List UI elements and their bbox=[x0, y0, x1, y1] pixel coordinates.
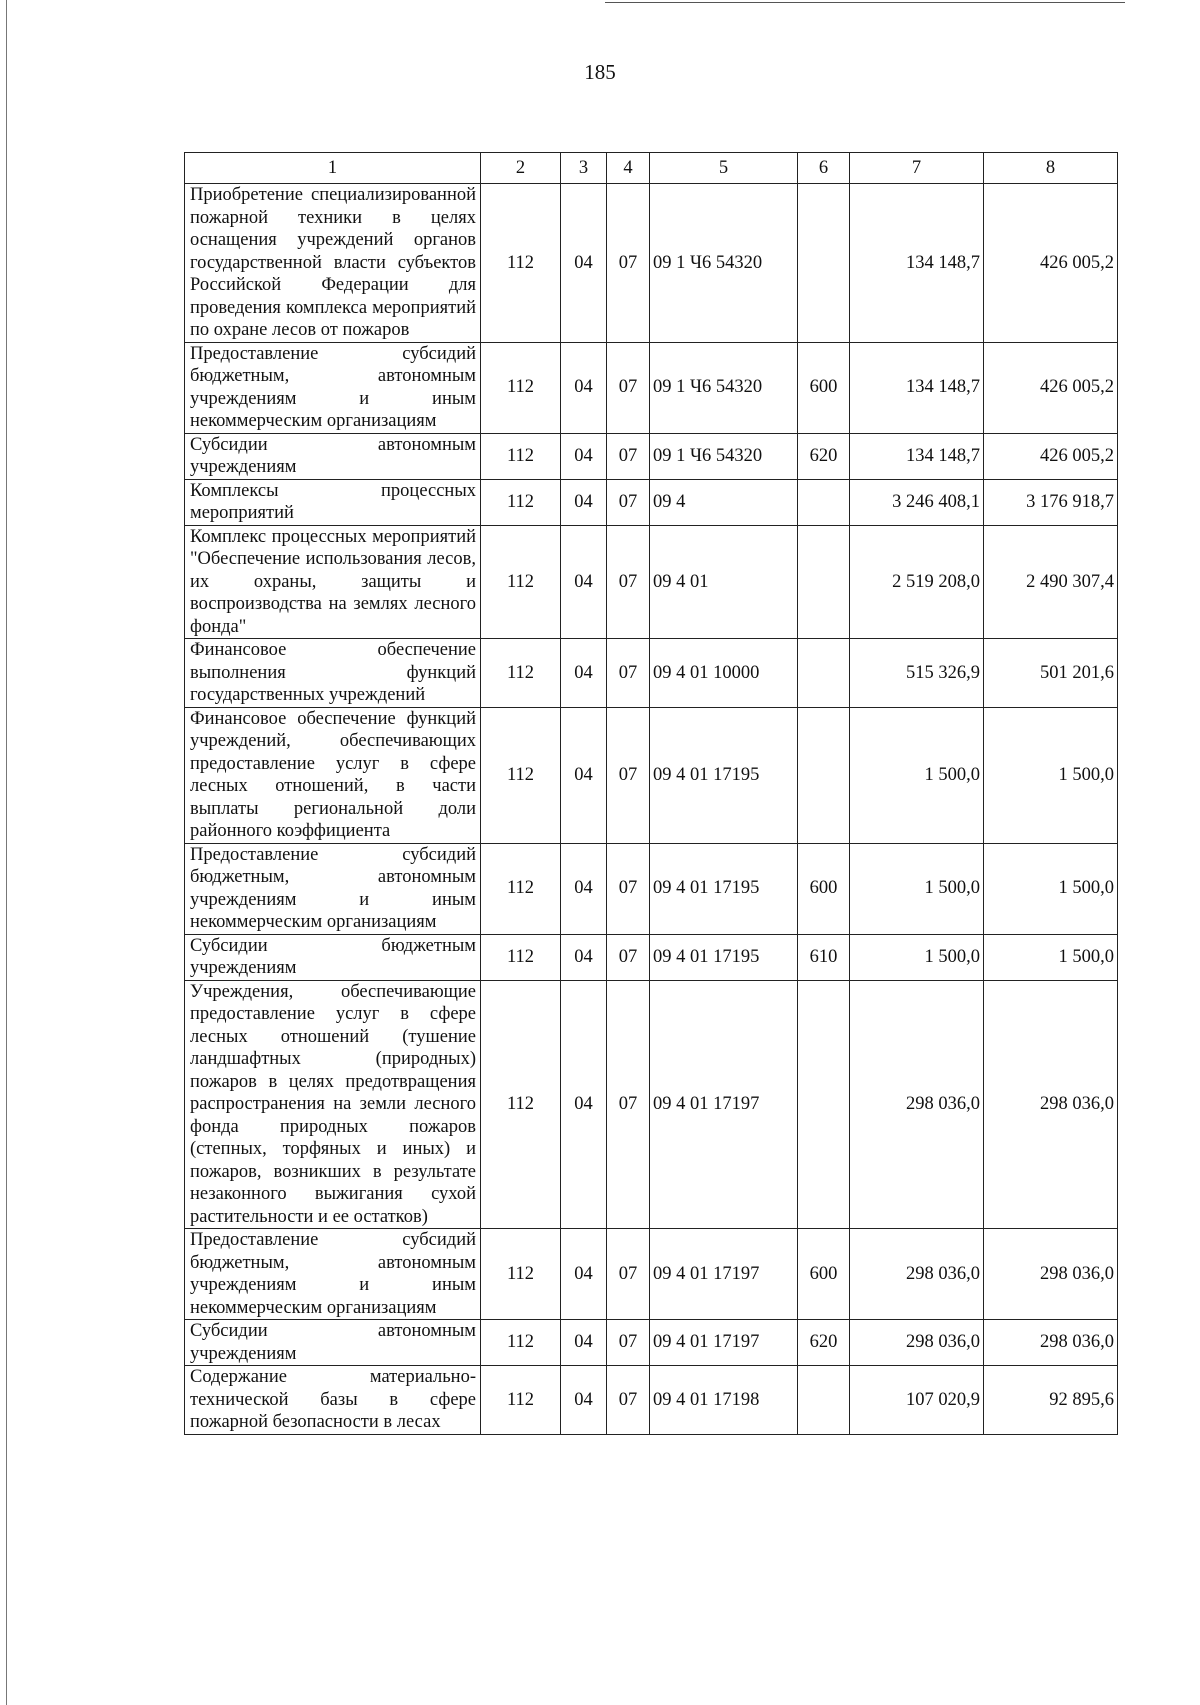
row-name-cell: Субсидии бюджетным учреждениям bbox=[185, 934, 481, 980]
expense-type-cell bbox=[798, 1366, 850, 1435]
section-code-cell: 112 bbox=[481, 1366, 561, 1435]
chapter-code-cell: 04 bbox=[561, 1229, 607, 1320]
column-header: 4 bbox=[607, 153, 650, 184]
target-article-cell: 09 4 bbox=[650, 479, 798, 525]
expense-type-cell: 600 bbox=[798, 843, 850, 934]
chapter-code-cell: 04 bbox=[561, 707, 607, 843]
target-article-cell: 09 1 Ч6 54320 bbox=[650, 184, 798, 343]
row-name-cell: Комплексы процессных мероприятий bbox=[185, 479, 481, 525]
chapter-code-cell: 04 bbox=[561, 639, 607, 708]
row-name-cell: Субсидии автономным учреждениям bbox=[185, 1320, 481, 1366]
row-name-cell: Предоставление субсидий бюджетным, автономным учреждениям и иным некоммерческим организациям bbox=[185, 843, 481, 934]
row-name-cell: Содержание материально-технической базы в сфере пожарной безопасности в лесах bbox=[185, 1366, 481, 1435]
target-article-cell: 09 4 01 17195 bbox=[650, 707, 798, 843]
target-article-cell: 09 4 01 17195 bbox=[650, 934, 798, 980]
amount-col8-cell: 501 201,6 bbox=[984, 639, 1118, 708]
amount-col7-cell: 1 500,0 bbox=[850, 934, 984, 980]
chapter-code-cell: 04 bbox=[561, 843, 607, 934]
amount-col8-cell: 1 500,0 bbox=[984, 707, 1118, 843]
target-article-cell: 09 4 01 17197 bbox=[650, 980, 798, 1229]
amount-col7-cell: 1 500,0 bbox=[850, 707, 984, 843]
chapter-code-cell: 04 bbox=[561, 1366, 607, 1435]
subsection-code-cell: 07 bbox=[607, 934, 650, 980]
amount-col7-cell: 298 036,0 bbox=[850, 1320, 984, 1366]
table-row bbox=[185, 1320, 1118, 1366]
section-code-cell: 112 bbox=[481, 184, 561, 343]
page-number: 185 bbox=[584, 60, 616, 84]
subsection-code-cell: 07 bbox=[607, 980, 650, 1229]
row-name-cell: Финансовое обеспечение функций учреждений, обеспечивающих предоставление услуг в сфере лесных отношений, в части выплаты региональной доли районного коэффициента bbox=[185, 707, 481, 843]
section-code-cell: 112 bbox=[481, 433, 561, 479]
subsection-code-cell: 07 bbox=[607, 184, 650, 343]
expense-type-cell: 600 bbox=[798, 342, 850, 433]
subsection-code-cell: 07 bbox=[607, 1229, 650, 1320]
table-row bbox=[185, 433, 1118, 479]
amount-col7-cell: 515 326,9 bbox=[850, 639, 984, 708]
column-header: 3 bbox=[561, 153, 607, 184]
row-name-cell: Финансовое обеспечение выполнения функций государственных учреждений bbox=[185, 639, 481, 708]
amount-col7-cell: 134 148,7 bbox=[850, 342, 984, 433]
amount-col8-cell: 298 036,0 bbox=[984, 1229, 1118, 1320]
column-header: 2 bbox=[481, 153, 561, 184]
table-row bbox=[185, 639, 1118, 708]
column-header: 7 bbox=[850, 153, 984, 184]
amount-col8-cell: 92 895,6 bbox=[984, 1366, 1118, 1435]
expense-type-cell: 620 bbox=[798, 1320, 850, 1366]
amount-col7-cell: 134 148,7 bbox=[850, 433, 984, 479]
table-row bbox=[185, 1366, 1118, 1435]
expense-type-cell bbox=[798, 479, 850, 525]
target-article-cell: 09 4 01 17197 bbox=[650, 1320, 798, 1366]
amount-col8-cell: 426 005,2 bbox=[984, 342, 1118, 433]
section-code-cell: 112 bbox=[481, 342, 561, 433]
column-header: 1 bbox=[185, 153, 481, 184]
row-name-cell: Предоставление субсидий бюджетным, автономным учреждениям и иным некоммерческим организациям bbox=[185, 1229, 481, 1320]
subsection-code-cell: 07 bbox=[607, 433, 650, 479]
chapter-code-cell: 04 bbox=[561, 934, 607, 980]
amount-col8-cell: 3 176 918,7 bbox=[984, 479, 1118, 525]
subsection-code-cell: 07 bbox=[607, 707, 650, 843]
target-article-cell: 09 4 01 10000 bbox=[650, 639, 798, 708]
amount-col8-cell: 1 500,0 bbox=[984, 934, 1118, 980]
subsection-code-cell: 07 bbox=[607, 1366, 650, 1435]
amount-col7-cell: 2 519 208,0 bbox=[850, 525, 984, 639]
target-article-cell: 09 4 01 17198 bbox=[650, 1366, 798, 1435]
column-header: 6 bbox=[798, 153, 850, 184]
subsection-code-cell: 07 bbox=[607, 843, 650, 934]
section-code-cell: 112 bbox=[481, 707, 561, 843]
chapter-code-cell: 04 bbox=[561, 1320, 607, 1366]
section-code-cell: 112 bbox=[481, 843, 561, 934]
table-row bbox=[185, 479, 1118, 525]
chapter-code-cell: 04 bbox=[561, 525, 607, 639]
amount-col7-cell: 1 500,0 bbox=[850, 843, 984, 934]
section-code-cell: 112 bbox=[481, 525, 561, 639]
target-article-cell: 09 4 01 17197 bbox=[650, 1229, 798, 1320]
expense-type-cell bbox=[798, 707, 850, 843]
subsection-code-cell: 07 bbox=[607, 342, 650, 433]
subsection-code-cell: 07 bbox=[607, 479, 650, 525]
section-code-cell: 112 bbox=[481, 479, 561, 525]
section-code-cell: 112 bbox=[481, 934, 561, 980]
left-scan-edge bbox=[6, 0, 7, 1705]
chapter-code-cell: 04 bbox=[561, 342, 607, 433]
top-scan-rule bbox=[605, 2, 1125, 3]
chapter-code-cell: 04 bbox=[561, 980, 607, 1229]
table-row bbox=[185, 1229, 1118, 1320]
amount-col8-cell: 298 036,0 bbox=[984, 1320, 1118, 1366]
amount-col7-cell: 3 246 408,1 bbox=[850, 479, 984, 525]
row-name-cell: Учреждения, обеспечивающие предоставление услуг в сфере лесных отношений (тушение ландшафтных (природных) пожаров в целях предотвращения распространения на земли лесного фонда природных пожаров (степных, торфяных и иных) и пожаров, возникших в результате незаконного выжигания сухой растительности и ее остатков) bbox=[185, 980, 481, 1229]
amount-col8-cell: 298 036,0 bbox=[984, 980, 1118, 1229]
chapter-code-cell: 04 bbox=[561, 433, 607, 479]
expense-type-cell bbox=[798, 980, 850, 1229]
amount-col7-cell: 107 020,9 bbox=[850, 1366, 984, 1435]
target-article-cell: 09 1 Ч6 54320 bbox=[650, 342, 798, 433]
amount-col8-cell: 1 500,0 bbox=[984, 843, 1118, 934]
row-name-cell: Комплекс процессных мероприятий "Обеспечение использования лесов, их охраны, защиты и воспроизводства на землях лесного фонда" bbox=[185, 525, 481, 639]
column-header: 5 bbox=[650, 153, 798, 184]
row-name-cell: Субсидии автономным учреждениям bbox=[185, 433, 481, 479]
subsection-code-cell: 07 bbox=[607, 525, 650, 639]
subsection-code-cell: 07 bbox=[607, 1320, 650, 1366]
amount-col7-cell: 298 036,0 bbox=[850, 980, 984, 1229]
budget-table bbox=[184, 152, 1118, 1435]
amount-col8-cell: 2 490 307,4 bbox=[984, 525, 1118, 639]
expense-type-cell bbox=[798, 525, 850, 639]
amount-col8-cell: 426 005,2 bbox=[984, 433, 1118, 479]
section-code-cell: 112 bbox=[481, 980, 561, 1229]
amount-col8-cell: 426 005,2 bbox=[984, 184, 1118, 343]
target-article-cell: 09 1 Ч6 54320 bbox=[650, 433, 798, 479]
expense-type-cell bbox=[798, 639, 850, 708]
table-row bbox=[185, 707, 1118, 843]
target-article-cell: 09 4 01 bbox=[650, 525, 798, 639]
amount-col7-cell: 298 036,0 bbox=[850, 1229, 984, 1320]
table-row bbox=[185, 980, 1118, 1229]
section-code-cell: 112 bbox=[481, 1320, 561, 1366]
table-row bbox=[185, 934, 1118, 980]
table-row bbox=[185, 843, 1118, 934]
table-row bbox=[185, 525, 1118, 639]
table-row bbox=[185, 342, 1118, 433]
chapter-code-cell: 04 bbox=[561, 479, 607, 525]
expense-type-cell: 600 bbox=[798, 1229, 850, 1320]
header-row bbox=[185, 153, 1118, 184]
section-code-cell: 112 bbox=[481, 639, 561, 708]
table-row bbox=[185, 184, 1118, 343]
expense-type-cell: 610 bbox=[798, 934, 850, 980]
chapter-code-cell: 04 bbox=[561, 184, 607, 343]
row-name-cell: Приобретение специализированной пожарной техники в целях оснащения учреждений органов государственной власти субъектов Российской Федерации для проведения комплекса мероприятий по охране лесов от пожаров bbox=[185, 184, 481, 343]
target-article-cell: 09 4 01 17195 bbox=[650, 843, 798, 934]
section-code-cell: 112 bbox=[481, 1229, 561, 1320]
expense-type-cell bbox=[798, 184, 850, 343]
row-name-cell: Предоставление субсидий бюджетным, автономным учреждениям и иным некоммерческим организациям bbox=[185, 342, 481, 433]
expense-type-cell: 620 bbox=[798, 433, 850, 479]
subsection-code-cell: 07 bbox=[607, 639, 650, 708]
amount-col7-cell: 134 148,7 bbox=[850, 184, 984, 343]
column-header: 8 bbox=[984, 153, 1118, 184]
